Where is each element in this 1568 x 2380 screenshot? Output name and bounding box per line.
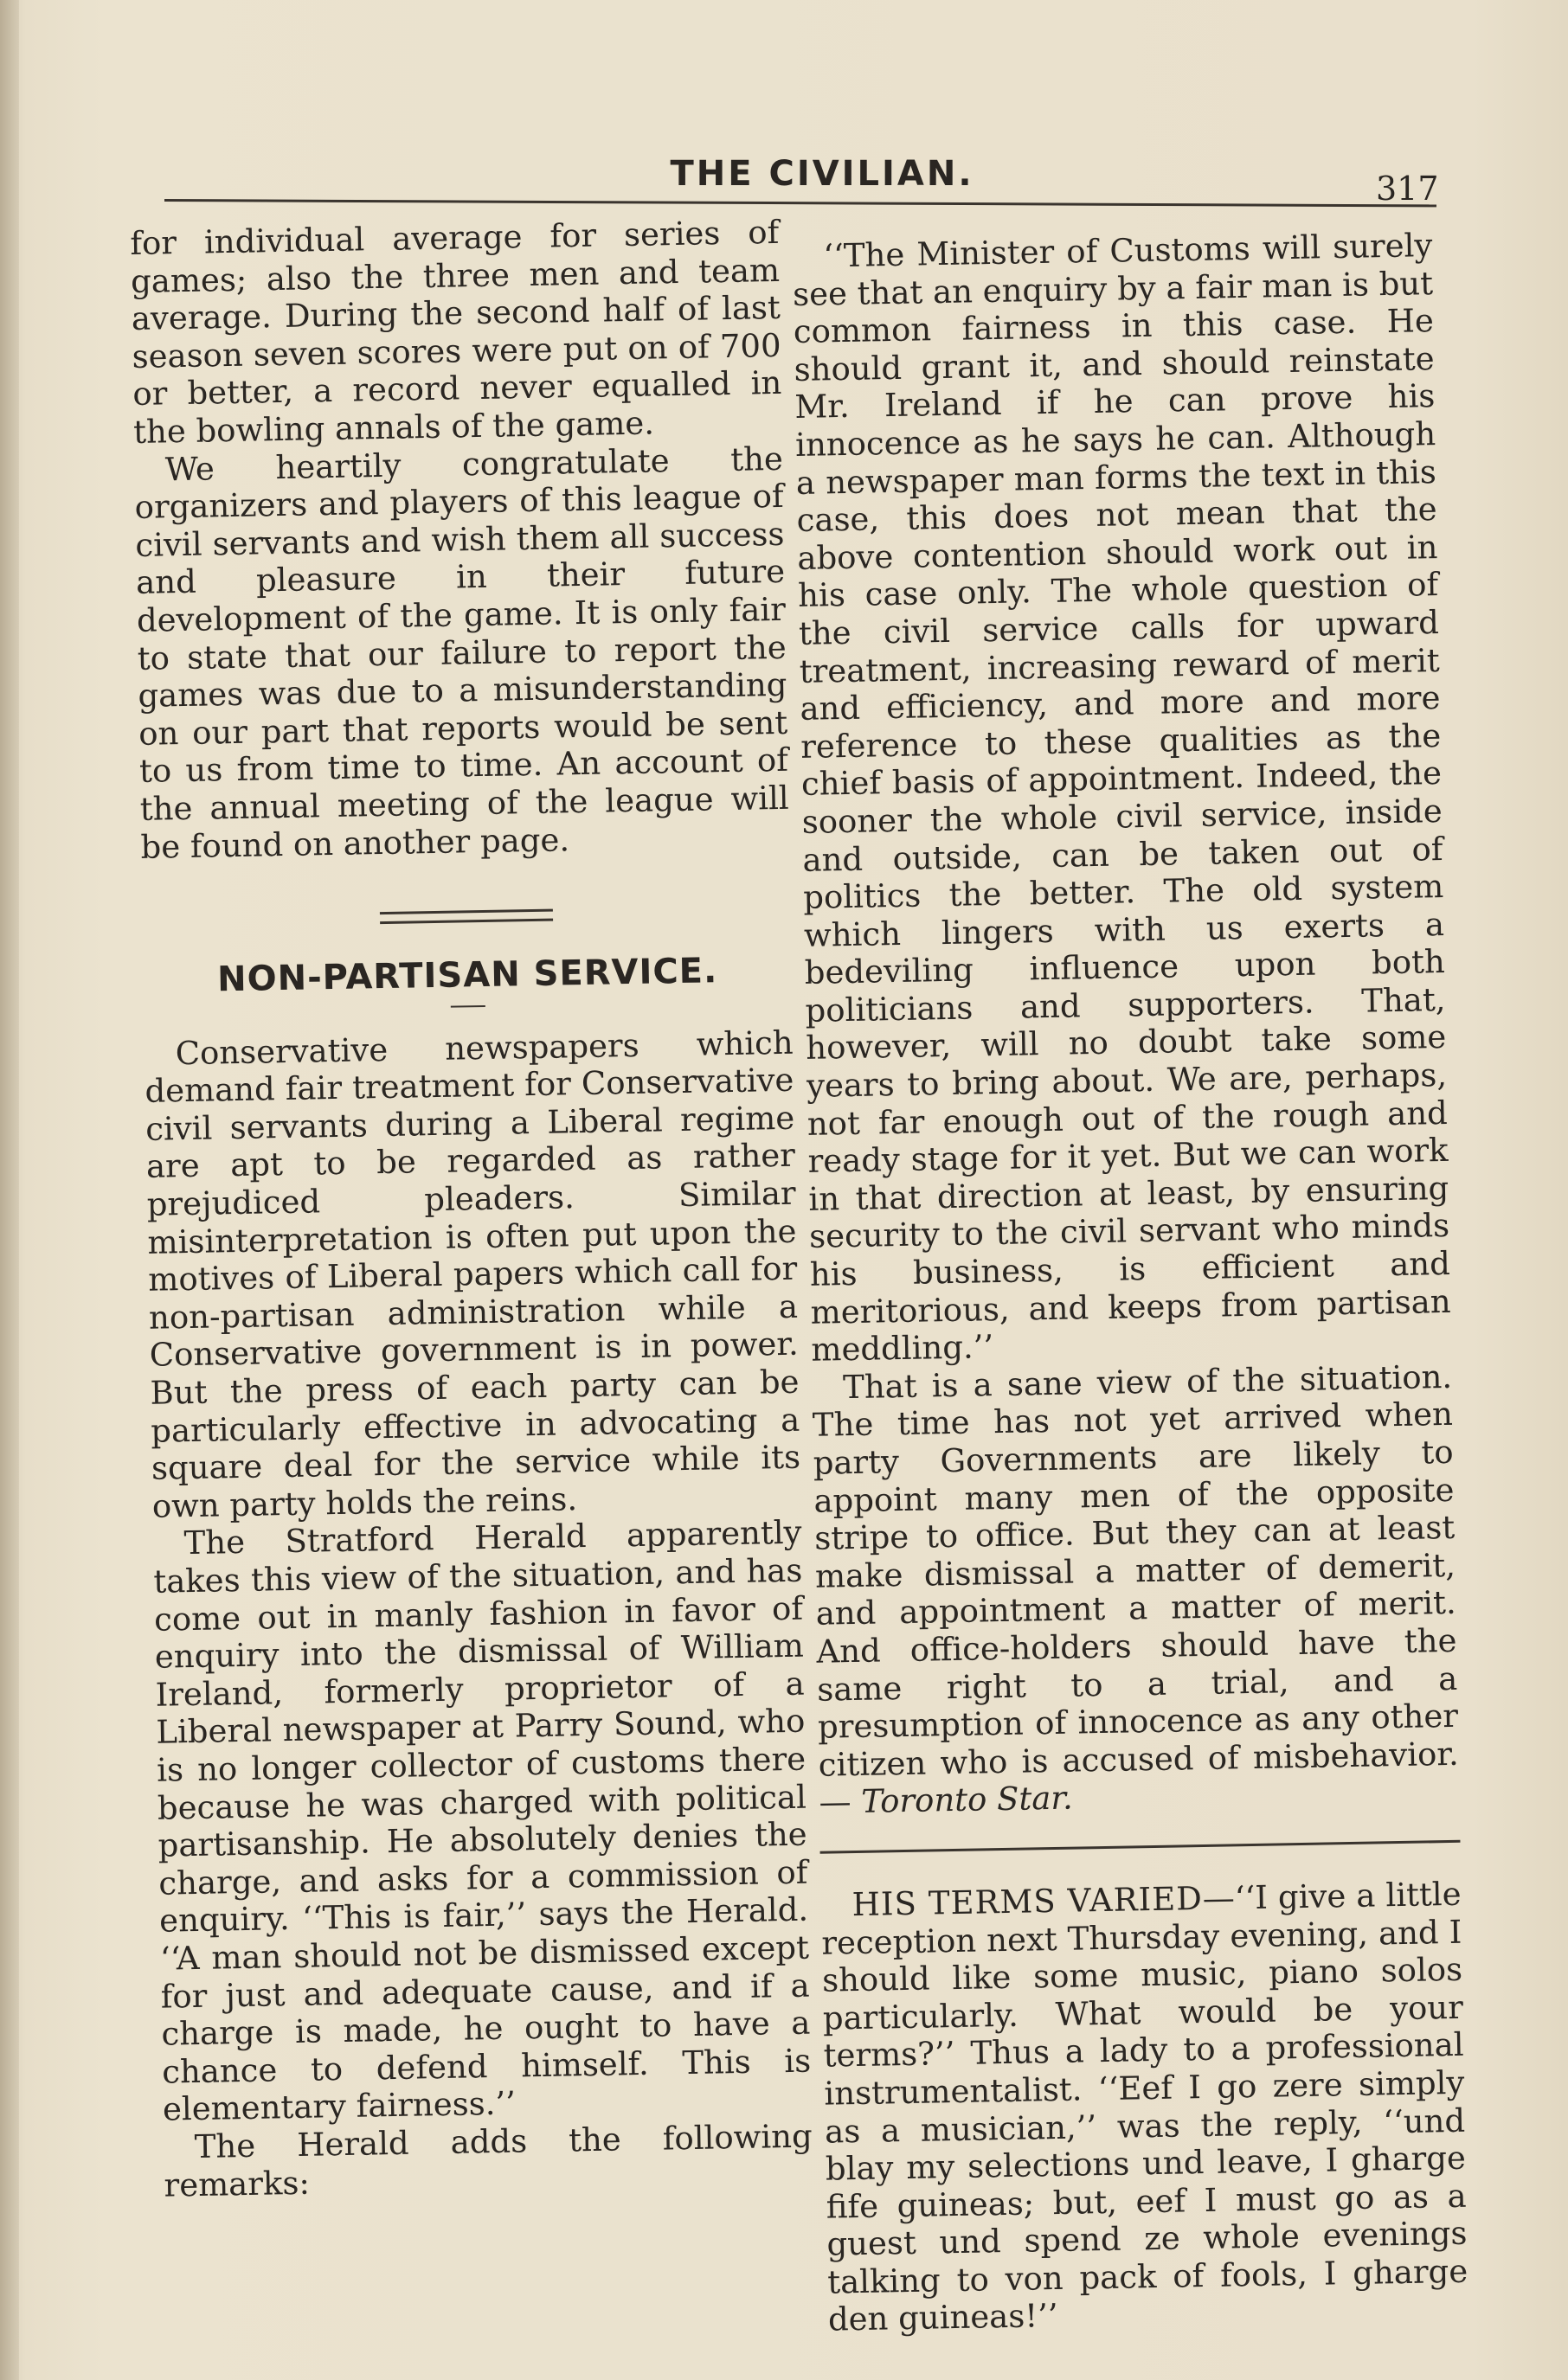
left-paragraph-congratulations: We heartily congratulate the organizers and players of this league of civil servants and wish them all success and pleasure in their future development of the game. It is only fair to state that our failure to report the games was due to a misunderstanding on our part that reports would be sent to us from time to time. An account of the annual meeting of the league will be found on another page. xyxy=(134,439,790,866)
column-divider-rule xyxy=(820,1840,1461,1854)
title-dash xyxy=(451,1005,485,1008)
right-paragraph-quote: ‘‘The Minister of Customs will surely see that an enquiry by a fair man is but common fairness in this case. He should grant it, and should reinstate Mr. Ireland if he can prove his innocence as he says he can. Although a newspaper man forms the text in this case, this does not mean that the above contention should work out in his case only. The whole question of the civil service calls for upward treatment, increasing reward of merit and efficiency, and more and more reference to these qualities as the chief basis of appointment. Indeed, the sooner the whole civil service, inside and outside, can be taken out of politics the better. The old system which lingers with us exerts a bedeviling influence upon both politicians and supporters. That, however, will no doubt take some years to bring about. We are, perhaps, not far enough out of the rough and ready stage for it yet. But we can work in that direction at least, by ensuring security to the civil servant who minds his business, is efficient and meritorious, and keeps from partisan meddling.’’ xyxy=(792,227,1451,1370)
anecdote-text: —‘‘I give a little reception next Thursday evening, and I should like some music, piano solos particularly. What would be your terms?’’ Thus a lady to a professional instrumentalist. ‘‘Eef I go zere simply as a musician,’’ was the reply, ‘‘und blay my selections und leave, I gharge fife guineas; but, eef I must go as a guest und spend ze whole evenings talking to von pack of fools, I gharge den guineas!’’ xyxy=(821,1875,1468,2339)
right-paragraph-sane-view xyxy=(812,1358,1460,1822)
left-paragraph-stratford: The Stratford Herald apparently takes this view of the situation, and has come out in manly fashion in favor of enquiry into the dismissal of William Ireland, formerly proprietor of a Liberal newspaper at Parry Sound, who is no longer collector of customs there because he was charged with political partisanship. He absolutely denies the charge, and asks for a commission of enquiry. ‘‘This is fair,’’ says the Herald. ‘‘A man should not be dismissed except for just and adequate cause, and if a charge is made, he ought to have a chance to defend himself. This is elementary fairness.’’ xyxy=(152,1514,812,2128)
left-paragraph-bowling: for individual average for series of games; also the three men and team average. During the second half of last season seven scores were put on of 700 or better, a record never equalled in the bowling annals of the game. xyxy=(130,213,782,451)
source-credit: Toronto Star. xyxy=(860,1779,1074,1821)
left-column-top xyxy=(130,214,813,2204)
binding-gutter xyxy=(0,0,19,2380)
right-column xyxy=(792,227,1468,2339)
sane-view-text: That is a sane view of the situation. The time has not yet arrived when party Governments are likely to appoint many men of the opposite stripe to office. But they can at least make dismissal a matter of demerit, and appointment a matter of merit. And office-holders should have the same right to a trial, and a presumption of innocence as any other citizen who is accused of misbehavior. — xyxy=(812,1357,1460,1822)
page-number: 317 xyxy=(1376,170,1439,208)
anecdote-lead: HIS TERMS VARIED xyxy=(851,1879,1204,1924)
header-rule xyxy=(164,199,1436,207)
section-separator xyxy=(380,909,553,924)
running-title: THE CIVILIAN. xyxy=(670,154,974,194)
section-title: NON-PARTISAN SERVICE. xyxy=(216,951,718,1000)
left-paragraph-herald-remarks: The Herald adds the following remarks: xyxy=(164,2117,813,2204)
left-paragraph-conservative: Conservative newspapers which demand fair treatment for Conservative civil servants during a Liberal regime are apt to be regarded as rather prejudiced pleaders. Similar misinterpretation is often put upon the motives of Liberal papers which call for non-partisan administration while a Conservative government is in power. But the press of each party can be particularly effective in advocating a square deal for the service while its own party holds the reins. xyxy=(145,1023,801,1525)
right-paragraph-anecdote xyxy=(820,1876,1468,2339)
